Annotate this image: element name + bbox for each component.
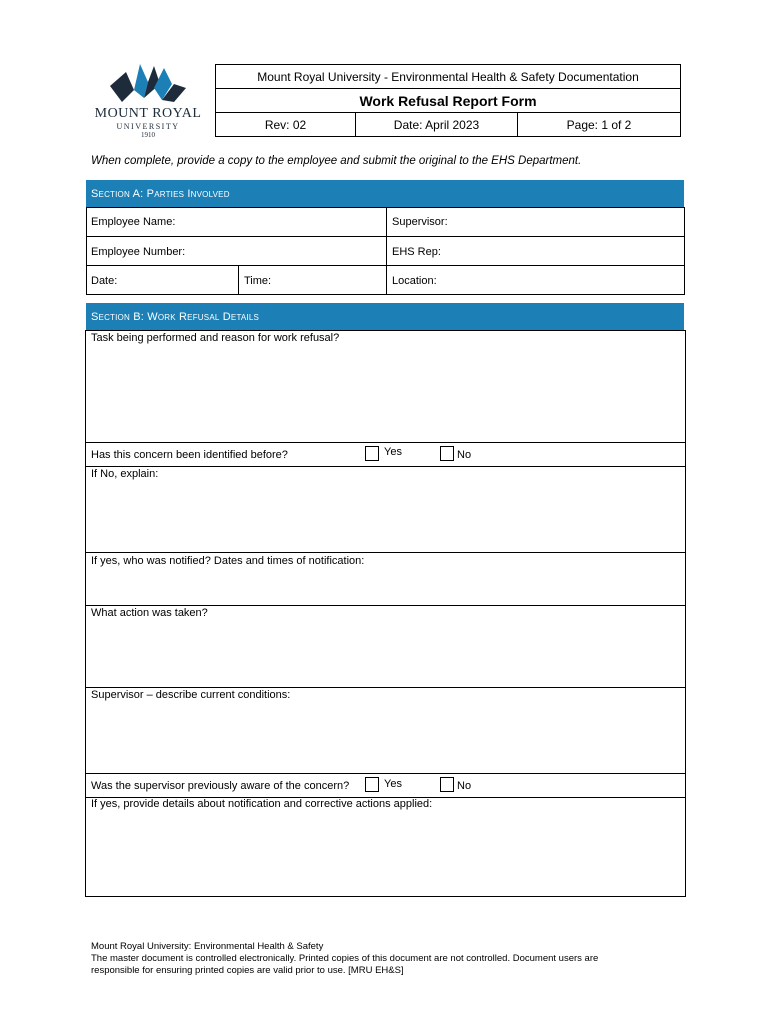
divider (85, 687, 686, 688)
divider (386, 207, 387, 295)
aware-no-checkbox[interactable] (440, 777, 454, 792)
logo-mark-icon (88, 62, 208, 106)
employee-name-field[interactable]: Employee Name: (91, 216, 176, 228)
divider (85, 605, 686, 606)
task-reason-field[interactable]: Task being performed and reason for work refusal? (91, 332, 340, 344)
ehs-rep-field[interactable]: EHS Rep: (392, 246, 441, 258)
identified-before-question: Has this concern been identified before? (91, 449, 288, 461)
identified-no-label: No (457, 449, 472, 461)
aware-yes-label: Yes (384, 778, 402, 790)
aware-yes-checkbox[interactable] (365, 777, 379, 792)
divider (85, 466, 686, 467)
identified-yes-label: Yes (384, 446, 402, 458)
logo-subtitle: UNIVERSITY (116, 122, 180, 131)
employee-number-field[interactable]: Employee Number: (91, 246, 186, 258)
form-title: Work Refusal Report Form (215, 88, 681, 113)
logo-year: 1910 (141, 131, 155, 139)
footer-line: The master document is controlled electronically. Printed copies of this document are not controlled. Document users are (91, 953, 599, 964)
divider (238, 265, 239, 295)
footer-line: responsible for ensuring printed copies are valid prior to use. [MRU EH&S] (91, 965, 404, 976)
supervisor-conditions-field[interactable]: Supervisor – describe current conditions: (91, 689, 291, 701)
identified-no-checkbox[interactable] (440, 446, 454, 461)
identified-yes-checkbox[interactable] (365, 446, 379, 461)
footer-line: Mount Royal University: Environmental Health & Safety (91, 941, 324, 952)
supervisor-field[interactable]: Supervisor: (392, 216, 448, 228)
date-field[interactable]: Date: (91, 275, 118, 287)
instruction-text: When complete, provide a copy to the employee and submit the original to the EHS Department. (91, 155, 582, 167)
page-footer (91, 941, 651, 977)
aware-no-label: No (457, 780, 472, 792)
notified-field[interactable]: If yes, who was notified? Dates and times of notification: (91, 555, 365, 567)
header-org: Mount Royal University - Environmental Health & Safety Documentation (215, 64, 681, 89)
corrective-actions-field[interactable]: If yes, provide details about notification and corrective actions applied: (91, 798, 433, 810)
divider (85, 773, 686, 774)
section-a-title: Section A: Parties Involved (91, 187, 230, 200)
time-field[interactable]: Time: (244, 275, 272, 287)
divider (85, 552, 686, 553)
logo-name: MOUNT ROYAL (94, 106, 202, 121)
section-b-title: Section B: Work Refusal Details (91, 310, 260, 323)
header-page: Page: 1 of 2 (517, 112, 681, 137)
header-date: Date: April 2023 (355, 112, 518, 137)
section-a-header (86, 180, 684, 207)
location-field[interactable]: Location: (392, 275, 437, 287)
if-no-explain-field[interactable]: If No, explain: (91, 468, 159, 480)
divider (85, 442, 686, 443)
section-b-header (86, 303, 684, 330)
supervisor-aware-question: Was the supervisor previously aware of the concern? (91, 780, 350, 792)
university-logo (88, 62, 208, 142)
header-rev: Rev: 02 (215, 112, 356, 137)
action-taken-field[interactable]: What action was taken? (91, 607, 208, 619)
